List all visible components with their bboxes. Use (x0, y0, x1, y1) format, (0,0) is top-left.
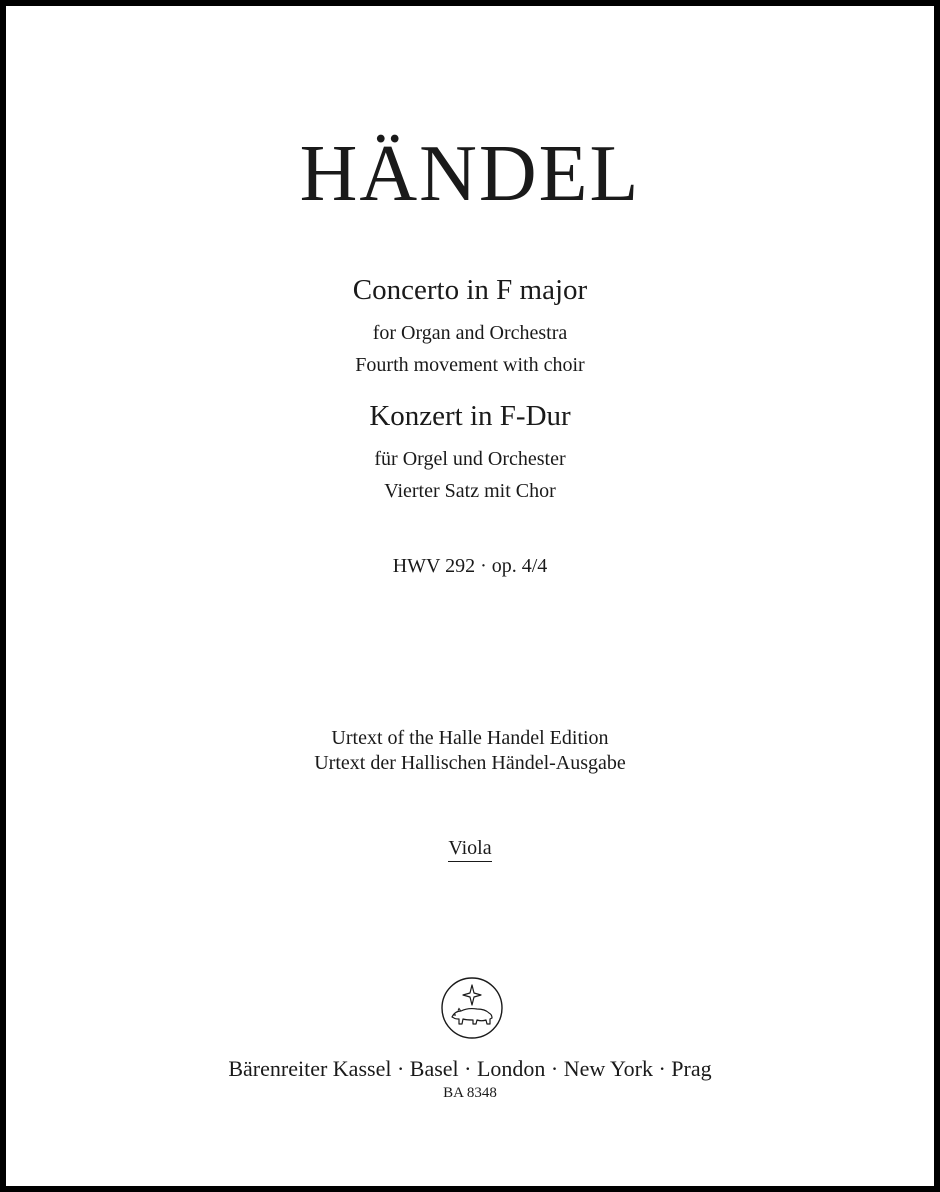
movement-note-english: Fourth movement with choir (355, 354, 585, 376)
urtext-english: Urtext of the Halle Handel Edition (331, 727, 609, 749)
movement-note-german: Vierter Satz mit Chor (384, 480, 556, 502)
work-title-english: Concerto in F major (352, 274, 588, 306)
urtext-german: Urtext der Hallischen Händel-Ausgabe (314, 752, 626, 774)
part-label-wrap (6, 838, 934, 862)
publisher-imprint: Bärenreiter Kassel · Basel · London · New York · Prag (228, 1056, 712, 1081)
baerenreiter-bear-logo-icon (440, 976, 504, 1040)
instrumentation-german: für Orgel und Orchester (374, 448, 566, 470)
composer-name: HÄNDEL (299, 130, 641, 218)
part-label: Viola (448, 838, 491, 862)
catalog-number-hwv: HWV 292 · op. 4/4 (392, 555, 548, 577)
work-title-german: Konzert in F-Dur (369, 400, 571, 432)
instrumentation-english: for Organ and Orchestra (372, 322, 568, 344)
publisher-catalog-number: BA 8348 (443, 1085, 497, 1101)
